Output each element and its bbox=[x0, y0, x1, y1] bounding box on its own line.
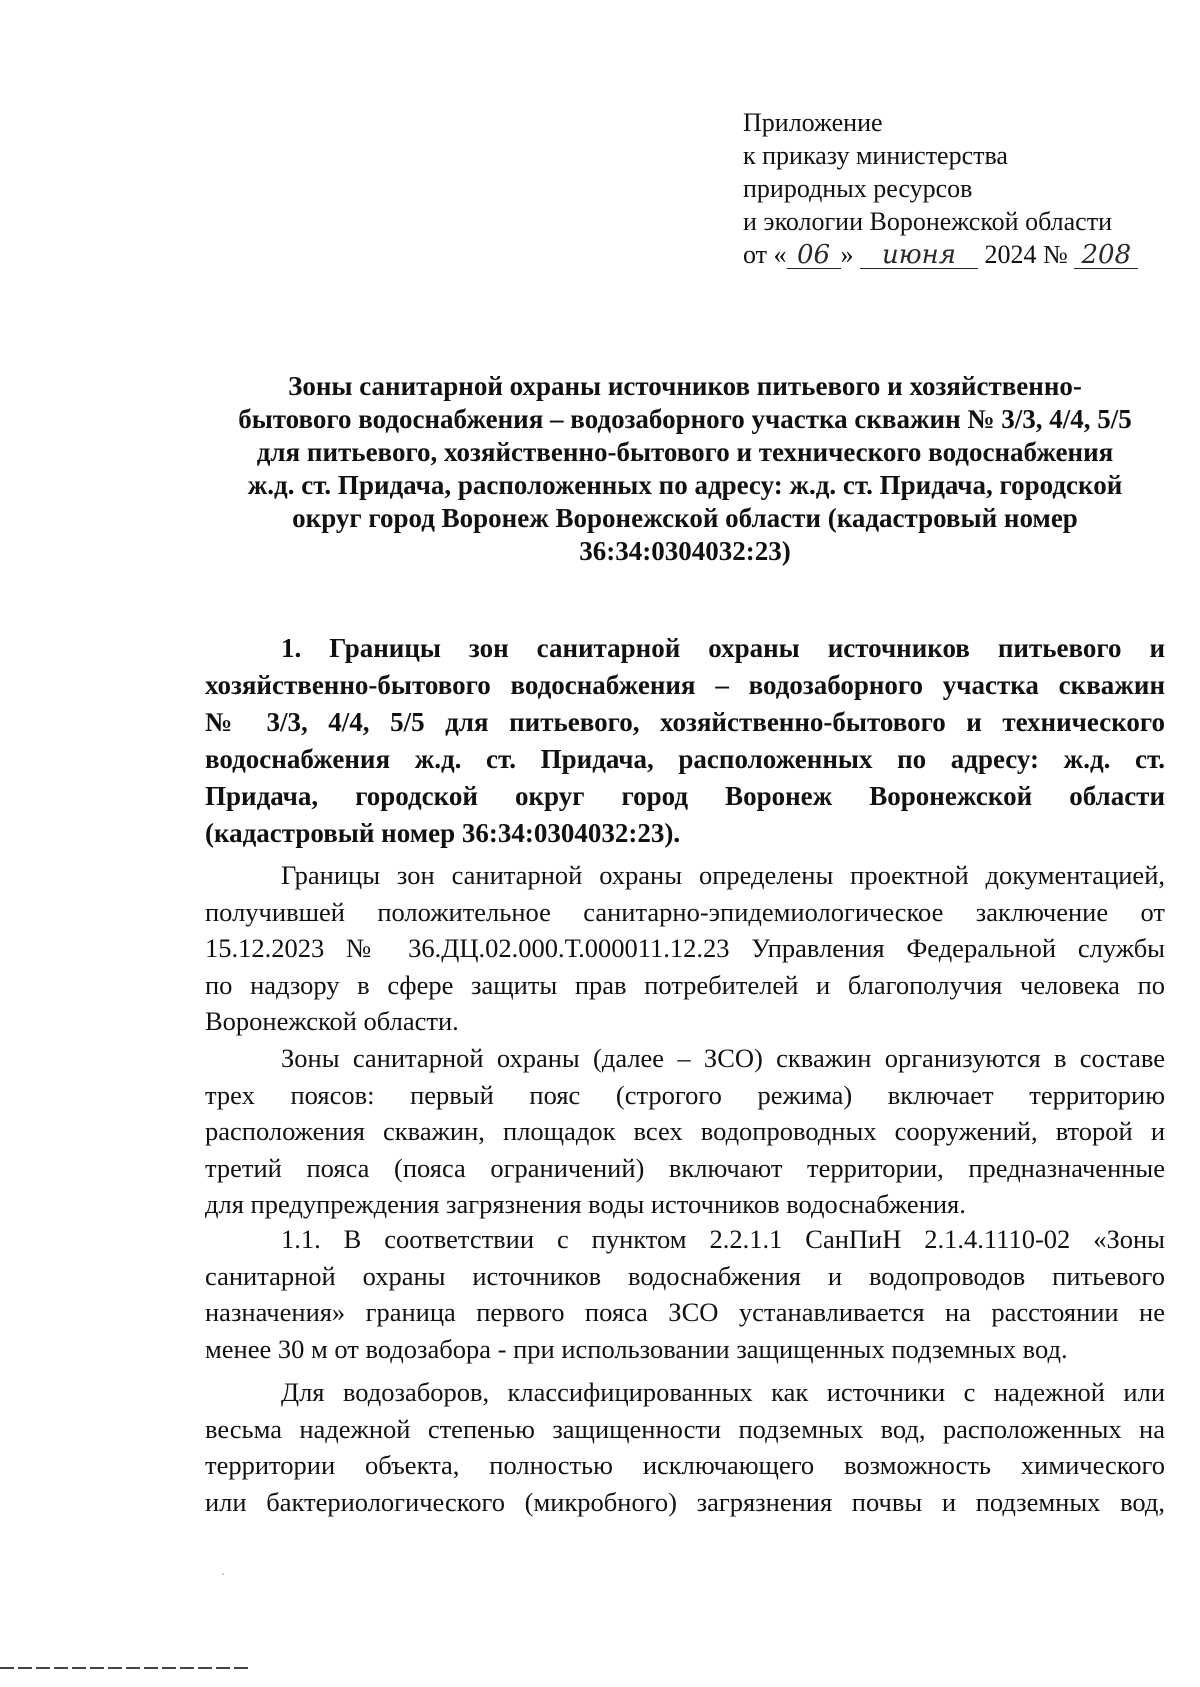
section-line: 1. Границы зон санитарной охраны источников питьевого и bbox=[281, 633, 1165, 663]
paragraph-line: расположения скважин, площадок всех водопроводных сооружений, второй и bbox=[205, 1116, 1165, 1146]
title-line: 36:34:0304032:23) bbox=[579, 536, 791, 566]
year-and-number-label: 2024 № bbox=[984, 240, 1068, 269]
paragraph-line: санитарной охраны источников водоснабжения и водопроводов питьевого bbox=[205, 1260, 1165, 1291]
title-line: округ город Воронеж Воронежской области (кадастровый номер bbox=[292, 503, 1078, 533]
appendix-line: к приказу министерства bbox=[743, 141, 1008, 170]
section-line: (кадастровый номер 36:34:0304032:23). bbox=[205, 818, 681, 848]
paragraph-line: Зоны санитарной охраны (далее – ЗСО) скважин организуются в составе bbox=[281, 1043, 1165, 1073]
section-1-heading bbox=[205, 630, 1165, 852]
order-date-line bbox=[743, 238, 1183, 271]
paragraph-line: территории объекта, полностью исключающего возможность химического bbox=[205, 1450, 1165, 1480]
paragraph-line: 15.12.2023 № 36.ДЦ.02.000.Т.000011.12.23 Управления Федеральной службы bbox=[205, 933, 1165, 963]
date-prefix: от « bbox=[743, 240, 787, 269]
handwritten-day: 06 bbox=[787, 242, 841, 269]
paragraph-line: или бактериологического (микробного) загрязнения почвы и подземных вод, bbox=[205, 1486, 1165, 1517]
paragraph-line: Для водозаборов, классифицированных как источники с надежной или bbox=[281, 1377, 1165, 1407]
section-line: Придача, городской округ город Воронеж Воронежской области bbox=[205, 781, 1165, 811]
paragraph bbox=[205, 1040, 1165, 1223]
section-line: № 3/3, 4/4, 5/5 для питьевого, хозяйственно-бытового и технического bbox=[205, 707, 1165, 737]
paragraph-line: Воронежской области. bbox=[205, 1006, 459, 1036]
paragraph-line: для предупреждения загрязнения воды источников водоснабжения. bbox=[205, 1189, 966, 1219]
appendix-line: природных ресурсов bbox=[743, 174, 973, 203]
title-line: ж.д. ст. Придача, расположенных по адресу: ж.д. ст. Придача, городской bbox=[247, 470, 1123, 500]
title-line: Зоны санитарной охраны источников питьевого и хозяйственно- bbox=[288, 371, 1082, 401]
paragraph-line: 1.1. В соответствии с пунктом 2.2.1.1 СанПиН 2.1.4.1110-02 «Зоны bbox=[281, 1224, 1165, 1254]
handwritten-month: июня bbox=[860, 242, 978, 269]
paragraph-line: весьма надежной степенью защищенности подземных вод, расположенных на bbox=[205, 1413, 1165, 1444]
paragraph-line: получившей положительное санитарно-эпидемиологическое заключение от bbox=[205, 896, 1165, 927]
section-line: водоснабжения ж.д. ст. Придача, расположенных по адресу: ж.д. ст. bbox=[205, 744, 1165, 774]
date-close-quote: » bbox=[840, 240, 854, 269]
handwritten-order-number: 208 bbox=[1074, 242, 1138, 269]
scan-edge-artifact bbox=[0, 1667, 250, 1669]
title-line: бытового водоснабжения – водозаборного участка скважин № 3/3, 4/4, 5/5 bbox=[238, 404, 1132, 434]
appendix-line: Приложение bbox=[743, 108, 883, 137]
paragraph bbox=[205, 857, 1165, 1040]
paragraph-line: менее 30 м от водозабора - при использовании защищенных подземных вод. bbox=[205, 1333, 1068, 1364]
appendix-header bbox=[743, 106, 1183, 271]
paragraph bbox=[205, 1374, 1165, 1520]
paragraph-line: назначения» граница первого пояса ЗСО устанавливается на расстоянии не bbox=[205, 1297, 1165, 1327]
paragraph-line: Границы зон санитарной охраны определены проектной документацией, bbox=[281, 860, 1165, 890]
paragraph-line: трех поясов: первый пояс (строгого режима) включает территорию bbox=[205, 1079, 1165, 1110]
title-line: для питьевого, хозяйственно-бытового и технического водоснабжения bbox=[256, 437, 1114, 467]
paragraph-line: по надзору в сфере защиты прав потребителей и благополучия человека по bbox=[205, 969, 1165, 1000]
appendix-line: и экологии Воронежской области bbox=[743, 207, 1112, 236]
scan-artifact bbox=[222, 1573, 224, 1575]
section-line: хозяйственно-бытового водоснабжения – водозаборного участка скважин bbox=[205, 670, 1165, 700]
paragraph-line: третий пояса (пояса ограничений) включают территории, предназначенные bbox=[205, 1152, 1165, 1183]
paragraph bbox=[205, 1221, 1165, 1367]
document-title bbox=[205, 370, 1165, 568]
